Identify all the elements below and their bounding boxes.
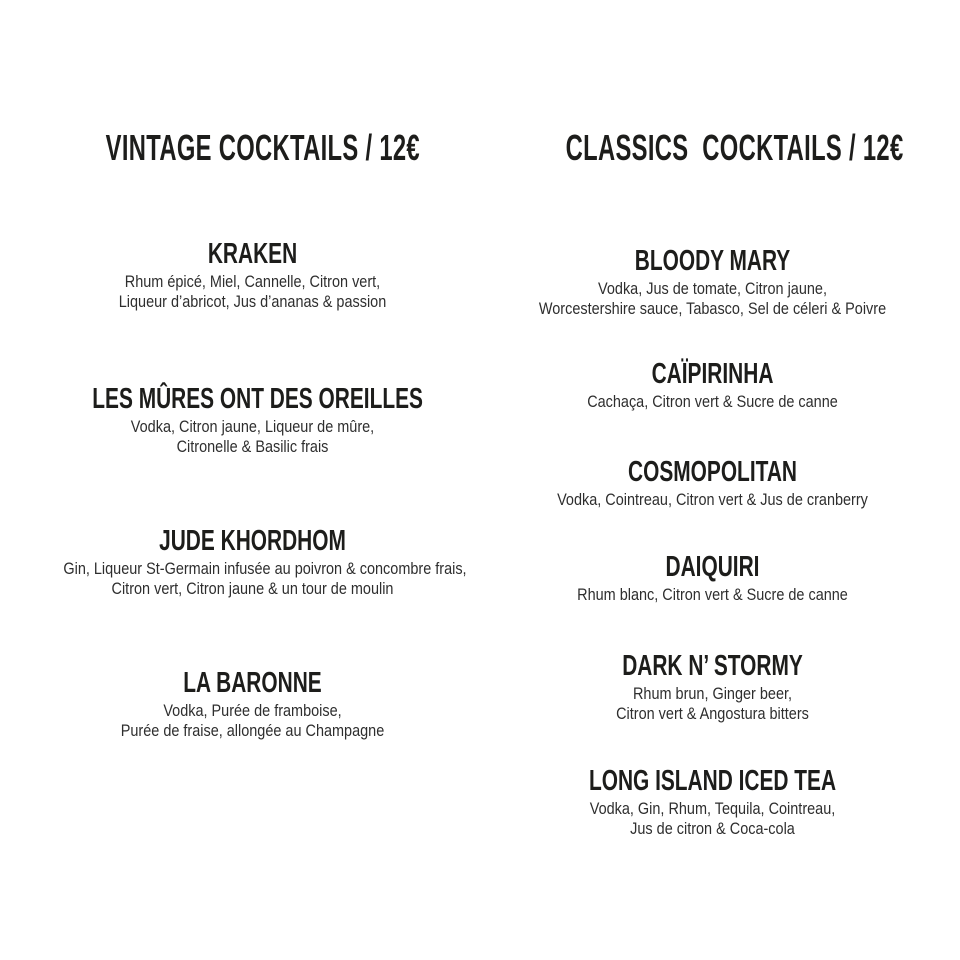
vintage-cocktails-column bbox=[30, 0, 475, 960]
menu-item-caipirinha bbox=[490, 359, 935, 412]
classics-column-title: CLASSICS COCKTAILS / 12€ bbox=[565, 127, 904, 168]
ingredients-line: Jus de citron & Coca-cola bbox=[630, 819, 795, 838]
item-name: LONG ISLAND ICED TEA bbox=[588, 765, 837, 797]
ingredients-line: Liqueur d’abricot, Jus d’ananas & passion bbox=[118, 292, 387, 311]
ingredients-line: Gin, Liqueur St-Germain infusée au poivron & concombre frais, bbox=[63, 559, 467, 578]
ingredients-line: Rhum blanc, Citron vert & Sucre de canne bbox=[577, 585, 848, 604]
menu-item-jude-khordhom bbox=[30, 526, 475, 599]
item-description bbox=[523, 279, 901, 319]
item-description bbox=[523, 490, 901, 510]
ingredients-line: Citron vert & Angostura bitters bbox=[616, 704, 809, 723]
ingredients-line: Worcestershire sauce, Tabasco, Sel de céleri & Poivre bbox=[538, 299, 887, 318]
item-description bbox=[523, 585, 901, 605]
ingredients-line: Vodka, Purée de framboise, bbox=[163, 701, 342, 720]
menu-item-bloody-mary bbox=[490, 246, 935, 319]
item-description bbox=[523, 799, 901, 839]
item-description bbox=[63, 272, 441, 312]
ingredients-line: Vodka, Gin, Rhum, Tequila, Cointreau, bbox=[589, 799, 836, 818]
ingredients-line: Vodka, Citron jaune, Liqueur de mûre, bbox=[130, 417, 375, 436]
item-name: CAÏPIRINHA bbox=[651, 358, 774, 390]
ingredients-line: Vodka, Cointreau, Citron vert & Jus de cranberry bbox=[557, 490, 868, 509]
ingredients-line: Rhum brun, Ginger beer, bbox=[632, 684, 793, 703]
menu-item-long-island-iced-tea bbox=[490, 766, 935, 839]
item-description bbox=[523, 392, 901, 412]
ingredients-line: Rhum épicé, Miel, Cannelle, Citron vert, bbox=[124, 272, 381, 291]
item-name: COSMOPOLITAN bbox=[628, 456, 797, 488]
classics-cocktails-column bbox=[490, 0, 935, 960]
item-name: LES MÛRES ONT DES OREILLES bbox=[92, 383, 423, 415]
item-name: BLOODY MARY bbox=[634, 245, 791, 277]
ingredients-line: Vodka, Jus de tomate, Citron jaune, bbox=[598, 279, 827, 298]
ingredients-line: Citronelle & Basilic frais bbox=[176, 437, 329, 456]
item-name: DAIQUIRI bbox=[665, 551, 760, 583]
menu-item-la-baronne bbox=[30, 668, 475, 741]
menu-item-kraken bbox=[30, 239, 475, 312]
item-description bbox=[63, 559, 467, 599]
menu-item-les-mures-ont-des-oreilles bbox=[30, 384, 475, 457]
ingredients-line: Citron vert, Citron jaune & un tour de moulin bbox=[111, 579, 394, 598]
item-name: JUDE KHORDHOM bbox=[159, 525, 346, 557]
ingredients-line: Purée de fraise, allongée au Champagne bbox=[120, 721, 385, 740]
item-name: DARK N’ STORMY bbox=[622, 650, 803, 682]
item-name: KRAKEN bbox=[207, 238, 298, 270]
item-description bbox=[63, 417, 441, 457]
menu-item-dark-n-stormy bbox=[490, 651, 935, 724]
menu-item-cosmopolitan bbox=[490, 457, 935, 510]
item-name: LA BARONNE bbox=[183, 667, 322, 699]
vintage-column-title: VINTAGE COCKTAILS / 12€ bbox=[105, 127, 420, 168]
item-description bbox=[523, 684, 901, 724]
item-description bbox=[63, 701, 441, 741]
ingredients-line: Cachaça, Citron vert & Sucre de canne bbox=[587, 392, 838, 411]
menu-item-daiquiri bbox=[490, 552, 935, 605]
